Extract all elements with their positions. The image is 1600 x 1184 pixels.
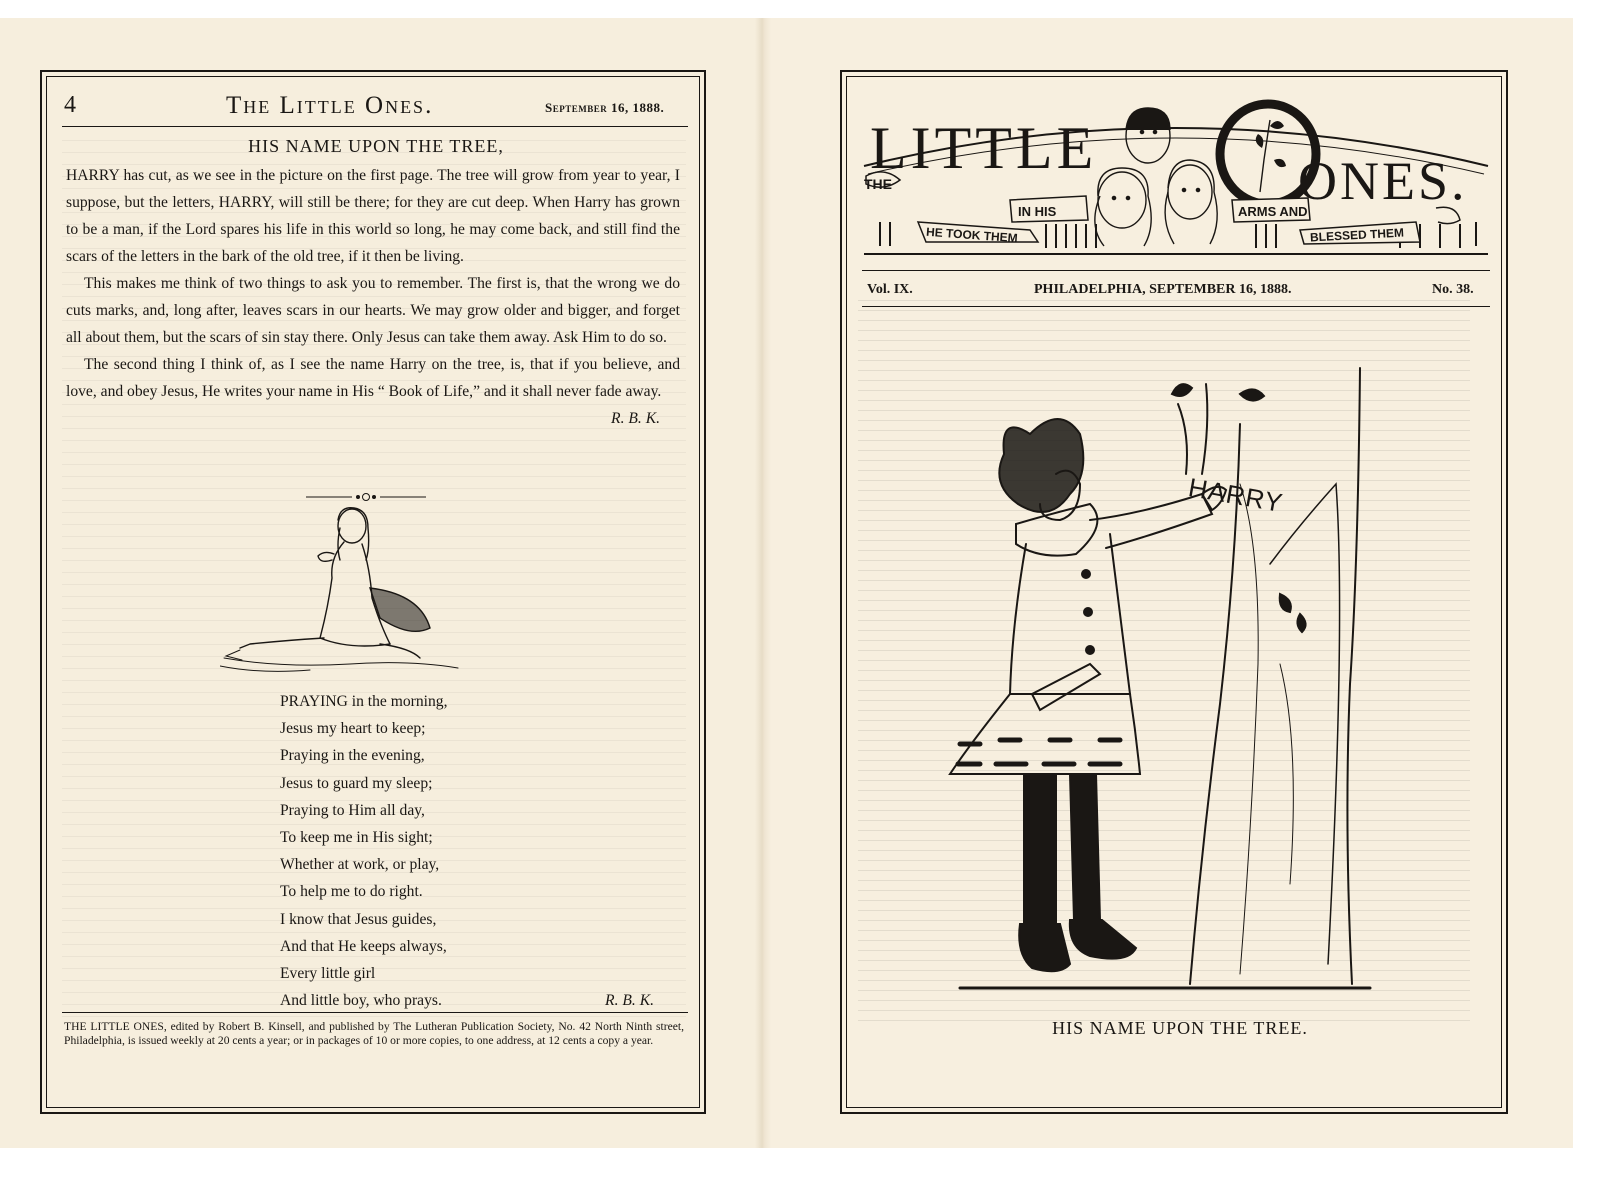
masthead-motto: HE TOOK THEM: [925, 224, 1019, 246]
colophon: THE LITTLE ONES, edited by Robert B. Kinsell, and published by The Lutheran Publication Society, No. 42 North Ninth street, Philadelphia, is issued weekly at 20 cents a year; or in packages of 10 or more copies, to one address, at 12 cents a copy a year.: [64, 1020, 684, 1047]
masthead-ones: ONES.: [1298, 151, 1468, 211]
paragraph: HARRY has cut, as we see in the picture on the first page. The tree will grow from year to year, I suppose, but the letters, HARRY, will still be there; for they are cut deep. When Harry has grown to be a man, if the Lord spares his life in this world so long, he may come back, and still find the scars of the letters in the bark of the old tree, if it then be living.: [66, 167, 680, 265]
colophon-rule: [62, 1012, 688, 1013]
paragraph: This makes me think of two things to ask you to remember. The first is, that the wrong we do cuts marks, and, long after, leaves scars in our hearts. We may grow older and bigger, and forget all about them, but the scars of sin stay there. Only Jesus can take them away. Ask Him to do so.: [66, 275, 680, 346]
masthead-motto: IN HIS: [1018, 204, 1057, 219]
paragraph-text: The second thing I think of, as I see the name Harry on the tree, is, that if you believe, and love, and obey Jesus, He writes your name in His “ Book of Life,” and it shall never fade away.: [66, 356, 680, 400]
poem-line: Every little girl: [280, 965, 376, 983]
page-fold: [755, 18, 771, 1148]
page-number: 4: [64, 92, 76, 118]
tree-carving-text: HARRY: [1186, 471, 1286, 519]
masthead-motto: ARMS AND: [1238, 204, 1308, 219]
poem-line: I know that Jesus guides,: [280, 910, 437, 928]
poem: [280, 688, 680, 1014]
signature: R. B. K.: [611, 410, 660, 427]
poem-line: To help me to do right.: [280, 883, 423, 901]
masthead-rule: [862, 270, 1490, 271]
issue-number: No. 38.: [1432, 282, 1474, 297]
poem-line: Whether at work, or play,: [280, 856, 440, 874]
signature: R. B. K.: [605, 992, 654, 1010]
article-heading: HIS NAME UPON THE TREE,: [248, 136, 504, 156]
place-date: PHILADELPHIA, SEPTEMBER 16, 1888.: [1034, 282, 1292, 297]
masthead-the: THE: [864, 176, 892, 192]
running-title: The Little Ones.: [226, 92, 434, 119]
illustration-caption: HIS NAME UPON THE TREE.: [1052, 1018, 1308, 1038]
masthead-motto: BLESSED THEM: [1309, 225, 1405, 245]
poem-line: Praying in the evening,: [280, 747, 425, 765]
volume: Vol. IX.: [867, 282, 913, 297]
poem-line: To keep me in His sight;: [280, 829, 433, 847]
poem-line: PRAYING in the morning,: [280, 693, 448, 710]
poem-line: Jesus to guard my sleep;: [280, 774, 433, 792]
running-date: September 16, 1888.: [545, 100, 665, 115]
masthead-little: LITTLE: [870, 115, 1098, 181]
poem-line: And that He keeps always,: [280, 937, 447, 955]
poem-line: And little boy, who prays.: [280, 992, 442, 1010]
paragraph: [66, 351, 680, 427]
poem-line: Praying to Him all day,: [280, 801, 425, 819]
issue-rule: [862, 306, 1490, 307]
poem-line: Jesus my heart to keep;: [280, 720, 426, 738]
poem-last-row: [280, 987, 680, 1014]
boy-carving-tree-illustration: [940, 364, 1410, 1014]
header-rule: [62, 126, 688, 127]
article-body: [66, 162, 680, 432]
praying-girl-illustration: [220, 498, 470, 685]
